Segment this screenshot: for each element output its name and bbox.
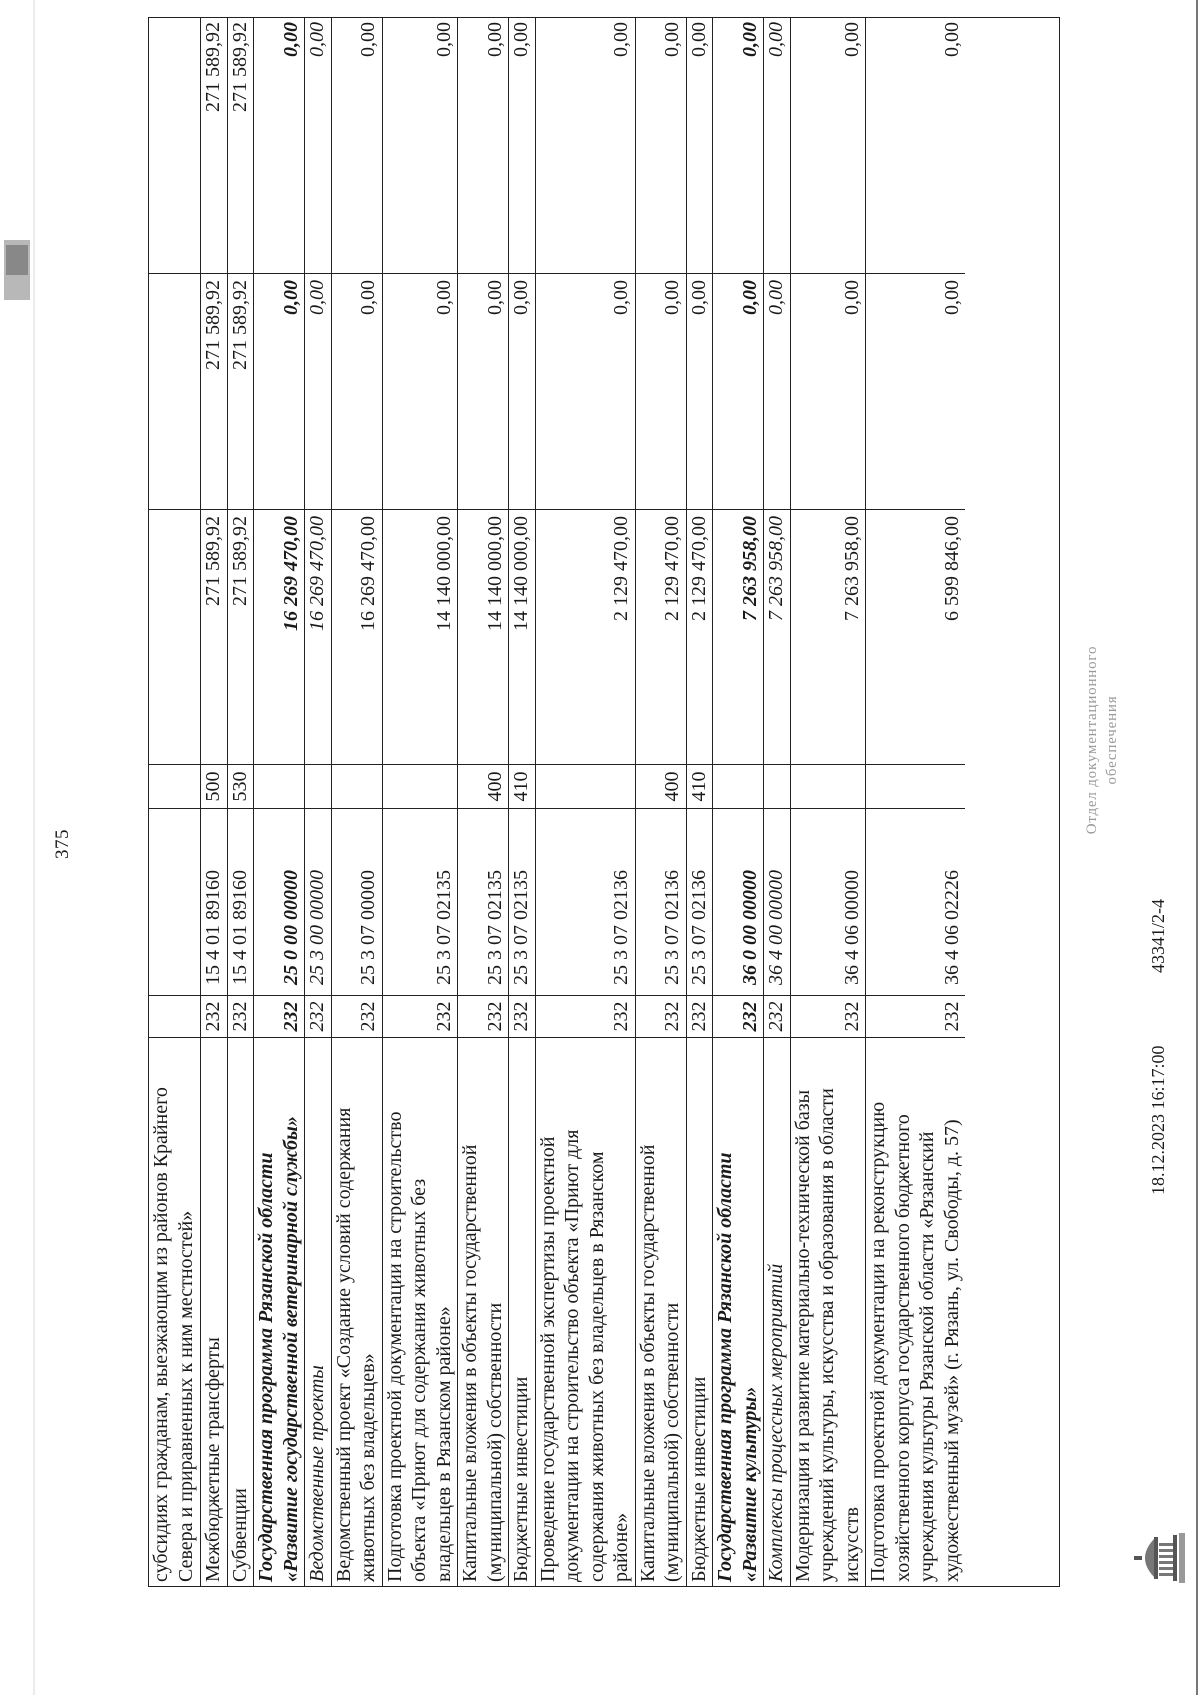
amount-2026-cell: 0,00 <box>509 16 535 274</box>
table-row <box>253 18 304 1586</box>
amount-2026-cell: 0,00 <box>305 16 331 274</box>
amount-2025-cell: 0,00 <box>713 274 763 510</box>
amount-2026-cell: 0,00 <box>458 16 508 274</box>
amount-2025-cell: 0,00 <box>536 274 635 510</box>
ministry-code-cell: 232 <box>636 996 686 1038</box>
row-name-line: (муниципальной) собственности <box>483 1302 506 1582</box>
row-name-line: Проведение государственной экспертизы проектной <box>536 1136 559 1582</box>
row-name-line: «Развитие культуры» <box>738 1386 761 1582</box>
row-name-cell <box>458 1038 508 1586</box>
target-article-cell: 25 0 00 00000 <box>254 809 304 996</box>
expense-type-cell: 410 <box>509 765 535 809</box>
amount-2026-cell: 0,00 <box>254 16 304 274</box>
row-name-line: владельцев в Рязанском районе» <box>432 1306 455 1582</box>
amount-2024-cell: 7 263 958,00 <box>791 510 866 765</box>
amount-2026-cell: 0,00 <box>332 16 382 274</box>
target-article-cell: 25 3 07 02135 <box>458 809 508 996</box>
expense-type-cell: 500 <box>201 765 227 809</box>
row-name-cell <box>201 1038 227 1586</box>
amount-2025-cell: 0,00 <box>332 274 382 510</box>
expense-type-cell <box>866 765 965 809</box>
expense-type-cell <box>254 765 304 809</box>
row-name-line: Комплексы процессных мероприятий <box>765 1263 787 1582</box>
target-article-cell: 25 3 00 00000 <box>305 809 331 996</box>
amount-2026-cell: 0,00 <box>536 16 635 274</box>
row-name-line: Субвенции <box>228 1488 251 1582</box>
table-row <box>331 18 382 1586</box>
row-name-line: хозяйственного корпуса государственного бюджетного <box>891 1114 914 1582</box>
row-name-line: Подготовка проектной документации на строительство <box>383 1111 406 1582</box>
target-article-cell: 36 4 00 00000 <box>764 809 790 996</box>
ministry-code-cell: 232 <box>458 996 508 1038</box>
expense-type-cell <box>536 765 635 809</box>
expense-type-cell: 400 <box>458 765 508 809</box>
amount-2024-cell: 16 269 470,00 <box>305 510 331 765</box>
footer-date: 18.12.2023 16:17:00 <box>1148 1045 1168 1195</box>
row-name-cell <box>791 1038 866 1586</box>
amount-2024-cell: 7 263 958,00 <box>764 510 790 765</box>
target-article-cell: 25 3 07 02135 <box>509 809 535 996</box>
expense-type-cell <box>713 765 763 809</box>
amount-2024-cell: 271 589,92 <box>201 510 227 765</box>
ministry-code-cell: 232 <box>383 996 458 1038</box>
table-row <box>763 18 790 1586</box>
row-name-line: учреждения культуры Рязанской области «Рязанский <box>916 1131 938 1582</box>
amount-2025-cell: 0,00 <box>866 274 965 510</box>
expense-type-cell: 410 <box>687 765 713 809</box>
amount-2025-cell <box>149 274 200 510</box>
amount-2025-cell: 0,00 <box>305 274 331 510</box>
amount-2024-cell: 2 129 470,00 <box>636 510 686 765</box>
row-name-cell <box>383 1038 458 1586</box>
target-article-cell: 25 3 07 00000 <box>332 809 382 996</box>
scan-edge-line <box>1196 0 1198 1695</box>
target-article-cell: 36 4 06 02226 <box>866 809 965 996</box>
row-name-cell <box>149 1038 200 1586</box>
expense-type-cell <box>791 765 866 809</box>
stamp-line-2: обеспечения <box>1104 695 1120 785</box>
amount-2025-cell: 0,00 <box>687 274 713 510</box>
row-name-line: Подготовка проектной документации на реконструкцию <box>867 1101 889 1582</box>
amount-2026-cell <box>149 16 200 274</box>
table-row <box>149 18 200 1586</box>
row-name-cell <box>687 1038 713 1586</box>
row-name-cell <box>228 1038 254 1586</box>
expense-type-cell: 530 <box>228 765 254 809</box>
target-article-cell: 36 4 06 00000 <box>791 809 866 996</box>
ministry-code-cell: 232 <box>791 996 866 1038</box>
page-number: 375 <box>52 829 73 859</box>
amount-2024-cell: 16 269 470,00 <box>254 510 304 765</box>
row-name-line: «Развитие государственной ветеринарной службы» <box>279 1116 302 1582</box>
table-row <box>686 18 713 1586</box>
row-name-line: Севера и приравненных к ним местностей» <box>174 1210 197 1582</box>
row-name-cell <box>332 1038 382 1586</box>
row-name-line: Государственная программа Рязанской области <box>255 1152 277 1582</box>
table-row <box>382 18 458 1586</box>
ministry-code-cell: 232 <box>687 996 713 1038</box>
amount-2024-cell: 16 269 470,00 <box>332 510 382 765</box>
row-name-line: Ведомственные проекты <box>306 1365 328 1582</box>
amount-2026-cell: 271 589,92 <box>228 16 254 274</box>
department-stamp <box>1082 605 1122 875</box>
row-name-line: Капитальные вложения в объекты государственной <box>459 1144 481 1582</box>
ministry-code-cell: 232 <box>536 996 635 1038</box>
duma-building-emblem-icon <box>1130 1529 1190 1587</box>
ministry-code-cell: 232 <box>254 996 304 1038</box>
table-row <box>635 18 686 1586</box>
row-name-cell <box>866 1038 965 1586</box>
row-name-line: Капитальные вложения в объекты государственной <box>636 1144 659 1582</box>
amount-2026-cell: 0,00 <box>791 16 866 274</box>
amount-2026-cell: 0,00 <box>636 16 686 274</box>
expense-type-cell: 400 <box>636 765 686 809</box>
row-name-line: районе» <box>610 1512 632 1582</box>
amount-2024-cell: 271 589,92 <box>228 510 254 765</box>
ministry-code-cell: 232 <box>866 996 965 1038</box>
row-name-cell <box>636 1038 686 1586</box>
expense-type-cell <box>305 765 331 809</box>
row-name-line: искусств <box>840 1507 863 1582</box>
table-row <box>304 18 331 1586</box>
row-name-line: Бюджетные инвестиции <box>510 1376 532 1582</box>
amount-2026-cell: 0,00 <box>866 16 965 274</box>
budget-table <box>148 17 1060 1587</box>
amount-2025-cell: 0,00 <box>383 274 458 510</box>
row-name-cell <box>764 1038 790 1586</box>
row-name-line: Ведомственный проект «Создание условий содержания <box>332 1107 355 1582</box>
row-name-line: учреждений культуры, искусства и образования в области <box>816 1088 838 1582</box>
ministry-code-cell: 232 <box>713 996 763 1038</box>
row-name-line: художественный музей» (г. Рязань, ул. Свободы, д. 57) <box>940 1119 963 1582</box>
table-row <box>712 18 763 1586</box>
amount-2025-cell: 0,00 <box>458 274 508 510</box>
row-name-line: Модернизация и развитие материально-технической базы <box>791 1089 814 1582</box>
target-article-cell: 36 0 00 00000 <box>713 809 763 996</box>
amount-2025-cell: 271 589,92 <box>228 274 254 510</box>
expense-type-cell <box>149 765 200 809</box>
row-name-cell <box>713 1038 763 1586</box>
row-name-line: объекта «Приют для содержания животных без <box>408 1178 430 1582</box>
table-row <box>535 18 635 1586</box>
row-name-cell <box>509 1038 535 1586</box>
target-article-cell: 25 3 07 02136 <box>536 809 635 996</box>
amount-2026-cell: 0,00 <box>687 16 713 274</box>
amount-2024-cell: 7 263 958,00 <box>713 510 763 765</box>
amount-2024-cell: 2 129 470,00 <box>687 510 713 765</box>
amount-2025-cell: 0,00 <box>254 274 304 510</box>
row-name-line: (муниципальной) собственности <box>661 1302 683 1582</box>
amount-2025-cell: 0,00 <box>509 274 535 510</box>
ministry-code-cell: 232 <box>228 996 254 1038</box>
ministry-code-cell: 232 <box>764 996 790 1038</box>
amount-2024-cell: 14 140 000,00 <box>458 510 508 765</box>
amount-2024-cell: 14 140 000,00 <box>509 510 535 765</box>
table-row <box>508 18 535 1586</box>
row-name-line: субсидиях гражданам, выезжающим из районов Крайнего <box>150 1087 172 1582</box>
stamp-line-1: Отдел документационного <box>1084 645 1100 835</box>
row-name-line: содержания животных без владельцев в Рязанском <box>585 1151 608 1582</box>
scan-edge-marks-graphic <box>0 0 36 1695</box>
row-name-cell <box>254 1038 304 1586</box>
amount-2025-cell: 271 589,92 <box>201 274 227 510</box>
row-name-cell <box>305 1038 331 1586</box>
row-name-line: документации на строительство объекта «Приют для <box>561 1129 583 1582</box>
ministry-code-cell: 232 <box>201 996 227 1038</box>
scan-edge-mark <box>0 0 36 1695</box>
ministry-code-cell: 232 <box>509 996 535 1038</box>
row-name-line: животных без владельцев» <box>357 1353 379 1582</box>
amount-2025-cell: 0,00 <box>791 274 866 510</box>
amount-2025-cell: 0,00 <box>636 274 686 510</box>
expense-type-cell <box>383 765 458 809</box>
target-article-cell: 25 3 07 02136 <box>636 809 686 996</box>
ministry-code-cell <box>149 996 200 1038</box>
table-row <box>790 18 866 1586</box>
table-row <box>227 18 254 1586</box>
table-row <box>457 18 508 1586</box>
amount-2026-cell: 0,00 <box>713 16 763 274</box>
row-name-line: Государственная программа Рязанской области <box>714 1152 736 1582</box>
amount-2026-cell: 271 589,92 <box>201 16 227 274</box>
amount-2024-cell <box>149 510 200 765</box>
row-name-line: Бюджетные инвестиции <box>687 1376 710 1582</box>
footer-code: 43341/2-4 <box>1148 899 1168 973</box>
row-name-cell <box>536 1038 635 1586</box>
target-article-cell <box>149 809 200 996</box>
target-article-cell: 15 4 01 89160 <box>228 809 254 996</box>
target-article-cell: 15 4 01 89160 <box>201 809 227 996</box>
target-article-cell: 25 3 07 02136 <box>687 809 713 996</box>
table-row <box>200 18 227 1586</box>
expense-type-cell <box>332 765 382 809</box>
amount-2024-cell: 14 140 000,00 <box>383 510 458 765</box>
amount-2024-cell: 2 129 470,00 <box>536 510 635 765</box>
expense-type-cell <box>764 765 790 809</box>
row-name-line: Межбюджетные трансферты <box>202 1337 224 1582</box>
amount-2025-cell: 0,00 <box>764 274 790 510</box>
ministry-code-cell: 232 <box>332 996 382 1038</box>
ministry-code-cell: 232 <box>305 996 331 1038</box>
amount-2026-cell: 0,00 <box>764 16 790 274</box>
target-article-cell: 25 3 07 02135 <box>383 809 458 996</box>
table-row <box>865 18 965 1586</box>
amount-2024-cell: 6 599 846,00 <box>866 510 965 765</box>
amount-2026-cell: 0,00 <box>383 16 458 274</box>
